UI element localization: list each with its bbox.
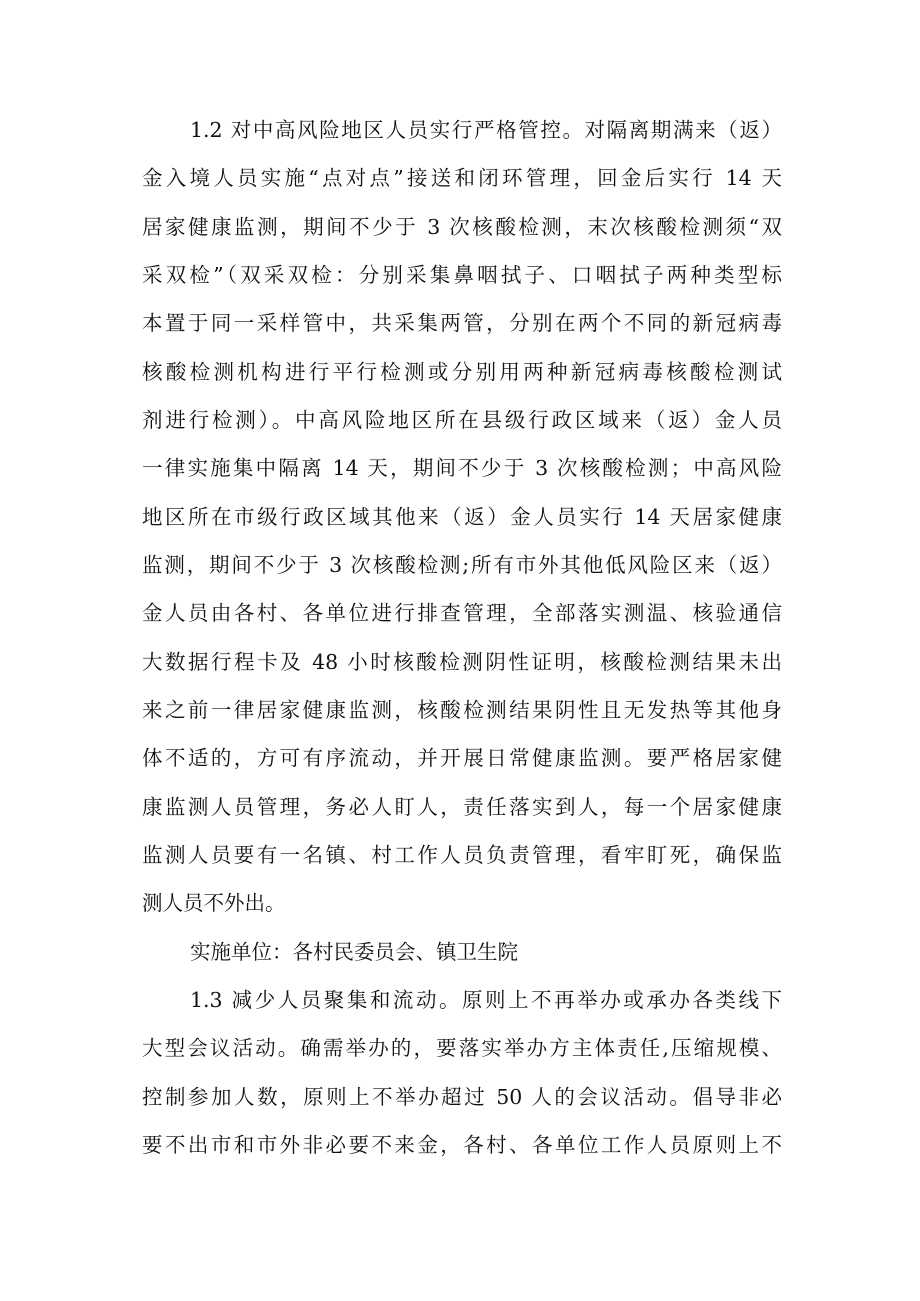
paragraph-1-3-line: 1.3 减少人员聚集和流动。原则上不再举办或承办各类线下 [190,988,782,1012]
paragraph-1-2-line: 金人员由各村、各单位进行排查管理，全部落实测温、核验通信 [142,601,782,625]
paragraph-1-2-line: 监测人员要有一名镇、村工作人员负责管理，看牢盯死，确保监 [142,843,782,867]
implementing-unit-line: 实施单位：各村民委员会、镇卫生院 [190,940,518,964]
paragraph-1-2-line: 地区所在市级行政区域其他来（返）金人员实行 14 天居家健康 [142,505,782,529]
paragraph-1-2-line: 监测，期间不少于 3 次核酸检测;所有市外其他低风险区来（返） [142,553,782,577]
paragraph-1-2-line: 测人员不外出。 [142,891,286,915]
paragraph-1-2-line: 采双检”（双采双检：分别采集鼻咽拭子、口咽拭子两种类型标 [142,263,782,287]
paragraph-1-3-line: 要不出市和市外非必要不来金，各村、各单位工作人员原则上不 [142,1133,782,1157]
paragraph-1-3-line: 控制参加人数，原则上不举办超过 50 人的会议活动。倡导非必 [142,1085,782,1109]
paragraph-1-2-line: 1.2 对中高风险地区人员实行严格管控。对隔离期满来（返） [190,118,782,142]
paragraph-1-2-line: 来之前一律居家健康监测，核酸检测结果阴性且无发热等其他身 [142,698,782,722]
paragraph-1-2-line: 大数据行程卡及 48 小时核酸检测阴性证明，核酸检测结果未出 [142,650,782,674]
paragraph-1-2-line: 核酸检测机构进行平行检测或分别用两种新冠病毒核酸检测试 [142,360,782,384]
paragraph-1-2-line: 剂进行检测）。中高风险地区所在县级行政区域来（返）金人员 [142,408,782,432]
paragraph-1-2-line: 体不适的，方可有序流动，并开展日常健康监测。要严格居家健 [142,746,782,770]
paragraph-1-2-line: 居家健康监测，期间不少于 3 次核酸检测，末次核酸检测须“双 [142,215,782,239]
paragraph-1-2-line: 金入境人员实施“点对点”接送和闭环管理，回金后实行 14 天 [142,166,782,190]
paragraph-1-2-line: 康监测人员管理，务必人盯人，责任落实到人，每一个居家健康 [142,795,782,819]
paragraph-1-3-line: 大型会议活动。确需举办的，要落实举办方主体责任,压缩规模、 [142,1036,782,1060]
paragraph-1-2-line: 一律实施集中隔离 14 天，期间不少于 3 次核酸检测；中高风险 [142,456,782,480]
paragraph-1-2-line: 本置于同一采样管中，共采集两管，分别在两个不同的新冠病毒 [142,311,782,335]
